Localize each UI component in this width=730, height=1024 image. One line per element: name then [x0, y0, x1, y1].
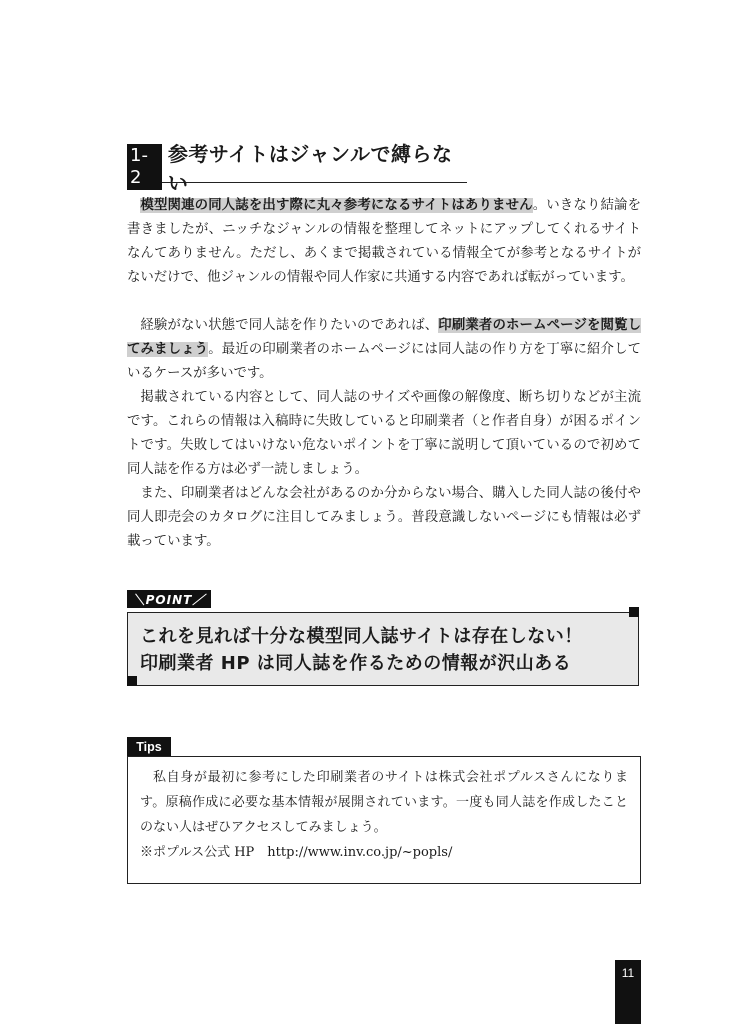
paragraph	[127, 314, 641, 386]
point-box	[127, 612, 639, 686]
paragraph: また、印刷業者はどんな会社があるのか分からない場合、購入した同人誌の後付や同人即売会のカタログに注目してみましょう。普段意識しないページにも情報は必ず載っています。	[127, 486, 641, 549]
section-heading	[127, 142, 467, 195]
tips-link[interactable]: ※ポプルス公式 HP http://www.inv.co.jp/~popls/	[140, 845, 453, 860]
paragraph-text: 。いきなり結論を書きましたが、ニッチなジャンルの情報を整理してネットにアップしてくれるサイトなんてありません。ただし、あくまで掲載されている情報全てが参考となるサイトがないだけで、他ジャンルの情報や同人作家に共通する内容であれば転がっています。	[127, 198, 641, 285]
point-line-1: これを見れば十分な模型同人誌サイトは存在しない！	[140, 626, 583, 647]
paragraph	[127, 194, 641, 290]
tips-text: 私自身が最初に参考にした印刷業者のサイトは株式会社ポプルスさんになります。原稿作成に必要な基本情報が展開されています。一度も同人誌を作成したことのない人はぜひアクセスしてみましょう。	[140, 770, 628, 835]
article-body	[127, 194, 641, 554]
section-title: 参考サイトはジャンルで縛らない	[167, 142, 453, 195]
tips-label: Tips	[127, 737, 171, 756]
paragraph-text: 経験がない状態で同人誌を作りたいのであれば、	[140, 318, 439, 333]
point-line-2: 印刷業者 HP は同人誌を作るための情報が沢山ある	[140, 653, 572, 674]
highlight-text: 模型関連の同人誌を出す際に丸々参考になるサイトはありません	[140, 198, 533, 213]
tips-box	[127, 756, 641, 884]
corner-square-icon	[629, 607, 639, 617]
section-number: 1-2	[127, 144, 162, 190]
page-number: 11	[615, 960, 641, 1024]
paragraph-text: 。最近の印刷業者のホームページには同人誌の作り方を丁寧に紹介しているケースが多いです。	[127, 342, 642, 381]
point-label: ＼POINT／	[127, 590, 211, 608]
highlight-text: 印刷業者のホームページを閲覧してみましょう	[127, 318, 641, 357]
paragraph: 掲載されている内容として、同人誌のサイズや画像の解像度、断ち切りなどが主流です。これらの情報は入稿時に失敗していると印刷業者（と作者自身）が困るポイントです。失敗してはいけない危ないポイントを丁寧に説明して頂いているので初めて同人誌を作る方は必ず一読しましょう。	[127, 390, 641, 477]
corner-square-icon	[127, 676, 137, 686]
